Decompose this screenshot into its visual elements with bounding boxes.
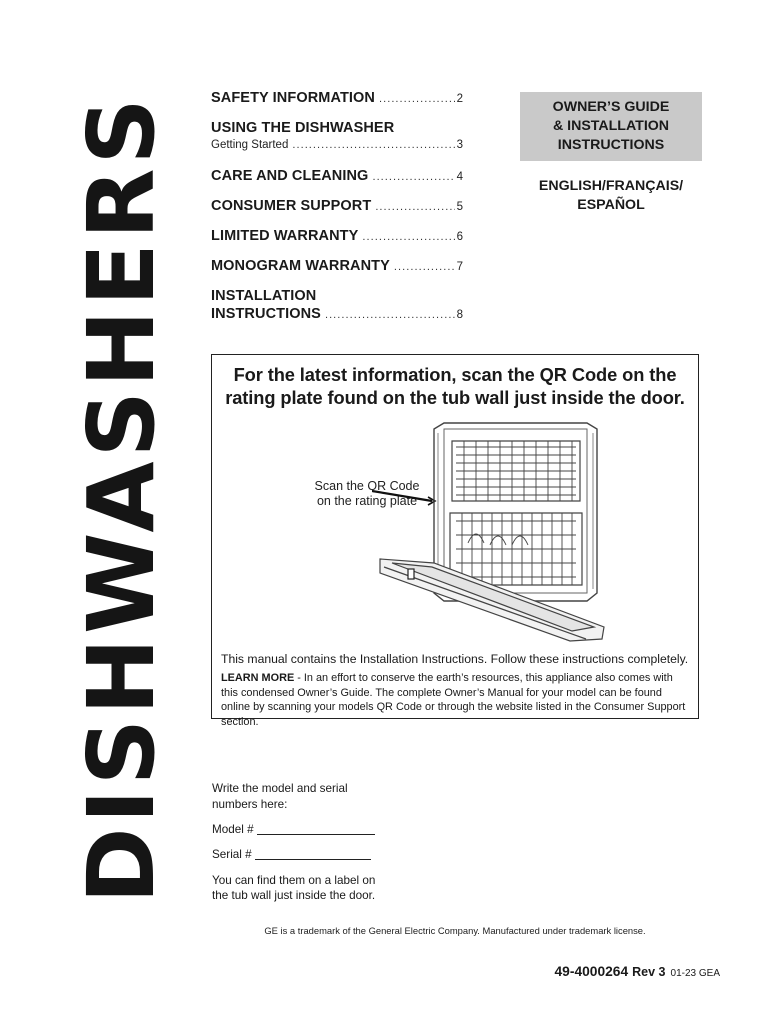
qr-headline — [212, 363, 698, 409]
toc-item-page: 6 — [456, 231, 463, 243]
serial-number-blank[interactable] — [255, 859, 371, 860]
toc-item-label: LIMITED WARRANTY — [211, 228, 359, 244]
toc-item-label: CONSUMER SUPPORT — [211, 198, 372, 214]
languages — [520, 177, 702, 215]
toc-subitem-page: 3 — [456, 139, 463, 151]
guide-box-line1: OWNER’S GUIDE — [552, 99, 670, 115]
toc-item-label: SAFETY INFORMATION — [211, 90, 375, 106]
qr-callout-line1: Scan the QR Code — [314, 479, 420, 493]
toc-item-label: CARE AND CLEANING — [211, 168, 369, 184]
guide-box-line2: & INSTALLATION — [552, 118, 670, 134]
model-number-blank[interactable] — [257, 834, 375, 835]
toc-item-installation-instructions[interactable] — [211, 288, 463, 322]
toc-subitem-getting-started[interactable] — [211, 139, 463, 151]
toc-leader-dots — [375, 201, 454, 213]
learn-more-text: - In an effort to conserve the earth’s resources, this appliance also comes with this condensed Owner’s Guide. The complete Owner’s Manual for your model can be found online by scanning your models QR Code or through the website listed in the Consumer Support section. — [221, 672, 686, 728]
serial-number-field[interactable] — [212, 848, 371, 861]
find-label-line1: You can find them on a label on — [212, 874, 376, 887]
part-number: 49-4000264 — [554, 964, 629, 979]
toc-item-using-the-dishwasher[interactable] — [211, 120, 463, 151]
languages-line2: ESPAÑOL — [577, 197, 645, 213]
toc-leader-dots — [394, 261, 455, 273]
learn-more-paragraph — [221, 671, 692, 729]
owners-guide-box — [520, 92, 702, 161]
trademark-notice: GE is a trademark of the General Electric Company. Manufactured under trademark license. — [264, 925, 646, 936]
model-intro-line1: Write the model and serial — [212, 782, 348, 795]
toc-item-page: 2 — [456, 93, 463, 105]
document-footer — [555, 963, 721, 981]
upper-rack — [452, 441, 580, 501]
toc-item-limited-warranty[interactable] — [211, 228, 463, 244]
vertical-title — [68, 94, 176, 904]
toc-leader-dots — [325, 309, 455, 321]
toc-item-monogram-warranty[interactable] — [211, 258, 463, 274]
learn-more-label: LEARN MORE — [221, 672, 295, 684]
revision: Rev 3 — [632, 965, 666, 979]
qr-info-box — [211, 354, 699, 728]
model-number-field[interactable] — [212, 823, 375, 836]
toc-item-consumer-support[interactable] — [211, 198, 463, 214]
toc-item-safety-information[interactable] — [211, 90, 463, 106]
rating-plate — [408, 569, 414, 579]
toc-leader-dots — [292, 139, 454, 151]
qr-headline-line2: rating plate found on the tub wall just inside the door. — [225, 387, 685, 408]
date-code: 01-23 GEA — [670, 968, 720, 979]
toc-item-label-line1: INSTALLATION — [211, 288, 317, 304]
model-number-label: Model # — [212, 823, 254, 836]
toc-item-page: 5 — [456, 201, 463, 213]
serial-number-label: Serial # — [212, 848, 252, 861]
vertical-title-text: DISHWASHERS — [68, 94, 176, 904]
languages-line1: ENGLISH/FRANÇAIS/ — [538, 178, 684, 194]
toc-item-page: 8 — [456, 309, 463, 321]
toc-leader-dots — [379, 93, 455, 105]
qr-headline-line1: For the latest information, scan the QR Code on the — [233, 364, 677, 385]
toc-item-label: USING THE DISHWASHER — [211, 120, 395, 136]
toc-leader-dots — [362, 231, 454, 243]
instructions-note: This manual contains the Installation Instructions. Follow these instructions completely. — [221, 652, 689, 666]
dishwasher-diagram — [372, 413, 622, 653]
toc-item-label-line2: INSTRUCTIONS — [211, 306, 321, 322]
toc-item-page: 7 — [456, 261, 463, 273]
qr-callout-line2: on the rating plate — [316, 494, 418, 508]
toc-item-page: 4 — [456, 171, 463, 183]
toc-item-label: MONOGRAM WARRANTY — [211, 258, 390, 274]
toc-item-care-and-cleaning[interactable] — [211, 168, 463, 184]
find-label-line2: the tub wall just inside the door. — [212, 889, 376, 902]
lower-rack — [450, 513, 582, 585]
model-intro-line2: numbers here: — [212, 798, 288, 811]
guide-box-line3: INSTRUCTIONS — [557, 137, 665, 153]
callout-leader-line — [372, 491, 432, 501]
toc-subitem-label: Getting Started — [211, 139, 289, 151]
toc-leader-dots — [372, 171, 454, 183]
